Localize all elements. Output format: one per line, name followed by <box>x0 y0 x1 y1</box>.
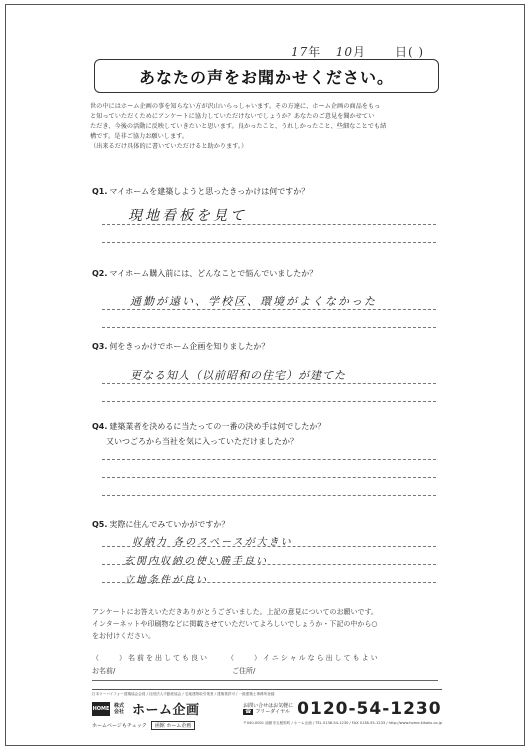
ruled-line <box>102 383 436 384</box>
question-2 <box>92 268 317 279</box>
search-box[interactable]: 函館 ホーム企画 <box>151 721 196 730</box>
company-type: 株式会社 <box>114 702 125 715</box>
answer-lines <box>102 459 436 513</box>
question-text: 何をきっかけでホーム企画を知りましたか？ <box>109 342 270 351</box>
ruled-line <box>102 582 436 583</box>
homepage-row <box>92 721 239 730</box>
address-label: ご住所/ <box>232 667 256 675</box>
question-number: Q3. <box>92 342 108 351</box>
closing-line: をお付けください。 <box>92 632 155 640</box>
contact-block <box>239 699 442 726</box>
name-label: お名前/ <box>92 667 116 675</box>
answer-3[interactable]: 更なる知人（以前昭和の住宅）が建てた <box>130 369 346 382</box>
freedial-icon: ☎ <box>245 709 252 715</box>
company-name: ホーム企画 <box>132 703 200 718</box>
intro-line: と知っていただくためにアンケートに協力していただけないでしょうか？あなたのご意見を聞かせてい <box>90 113 375 120</box>
date-month-handwritten: 10 <box>335 45 354 59</box>
contact-label <box>243 703 293 715</box>
question-text: 実際に住んでみていかがですか？ <box>109 520 230 529</box>
ruled-line <box>102 224 436 225</box>
survey-sheet <box>5 4 525 746</box>
contact-text: お問い合せはお気軽に <box>243 703 294 709</box>
question-text: マイホームを建築しようと思ったきっかけは何ですか？ <box>109 187 310 196</box>
logo-row <box>92 699 239 718</box>
answer-lines <box>102 383 436 419</box>
ruled-line <box>102 564 436 565</box>
publish-options <box>92 653 442 663</box>
question-text: マイホーム購入前には、どんなことで悩んでいましたか？ <box>109 269 318 278</box>
ruled-line <box>102 546 436 547</box>
closing-text <box>92 606 442 642</box>
intro-line: ただき、今後の活動に反映していきたいと思います。良かったこと、うれしかったこと、些細なことでも結 <box>90 123 387 130</box>
answer-lines <box>102 546 436 600</box>
date-month-suffix: 月 <box>353 45 367 59</box>
name-address-row <box>92 666 438 681</box>
answer-2[interactable]: 通勤が遠い、学校区、環境がよくなかった <box>130 295 377 308</box>
question-4 <box>92 421 325 432</box>
question-number: Q5. <box>92 520 108 529</box>
answer-5-line-2[interactable]: 玄関内収納の使い勝手良い <box>124 556 268 567</box>
intro-line: 構です。是非ご協力お願いします。 <box>90 133 189 140</box>
intro-line: （出来るだけ具体的に書いていただけると助かります。） <box>90 143 248 150</box>
closing-line: インターネットや印刷物などに掲載させていただいてよろしいでしょうか・下記の中から○ <box>92 620 378 628</box>
question-3 <box>92 341 269 352</box>
question-1 <box>92 186 309 197</box>
date-year-handwritten: 17 <box>291 45 309 59</box>
option-initial-ok[interactable]: （ ）イニシャルなら出してもよい <box>227 654 380 662</box>
ruled-line <box>102 401 436 402</box>
contact-row <box>243 699 442 719</box>
answer-5-line-1[interactable]: 収納力 各のスペースが大きい <box>132 537 293 548</box>
phone-number[interactable]: 0120-54-1230 <box>297 699 442 719</box>
question-5 <box>92 519 229 530</box>
question-number: Q1. <box>92 187 108 196</box>
address-line: 〒040-0001 函館市五稜郭町 / ホーム企画 / TEL 0138-54-1230 / FAX 0138-55-1233 / http://www.home-kikaku.co.jp <box>243 721 442 725</box>
ruled-line <box>102 477 436 478</box>
closing-line: アンケートにお答えいただきありがとうございました。上記の意見についてのお願いです。 <box>92 608 378 616</box>
answer-1[interactable]: 現地看板を見て <box>128 208 247 224</box>
question-4-sub: 又いつごろから当社を気に入っていただけましたか？ <box>106 437 298 446</box>
question-text: 建築業者を決めるに当たっての一番の決め手は何でしたか？ <box>109 422 326 431</box>
ruled-line <box>102 459 436 460</box>
intro-line: 世の中にはホーム企画の事を知らない方が沢山いらっしゃいます。その方達に、ホーム企画の商品をもっ <box>90 103 381 110</box>
company-logo-icon: HOME <box>92 702 110 716</box>
intro-text <box>90 102 445 152</box>
question-number: Q4. <box>92 422 108 431</box>
date-day-suffix: 日( ) <box>394 45 425 59</box>
answer-lines <box>102 224 436 260</box>
question-number: Q2. <box>92 269 108 278</box>
date-year-suffix: 年 <box>308 45 322 59</box>
answer-5-line-3[interactable]: 立地条件が良い <box>124 575 208 586</box>
ruled-line <box>102 242 436 243</box>
homepage-label: ホームページもチェック <box>92 723 147 729</box>
freedial-label: フリーダイヤル <box>255 709 291 715</box>
company-logo-block <box>92 699 239 730</box>
license-text: 日本ツーバイフォー建築協会会員 / 社団法人不動産協会 / 宅地建物取引業者 / 建築業許可 / 一級建築士事務所登録 <box>92 689 442 697</box>
ruled-line <box>102 327 436 328</box>
answer-lines <box>102 309 436 345</box>
ruled-line <box>102 309 436 310</box>
date-line <box>291 43 424 60</box>
option-name-ok[interactable]: （ ）名前を出しても良い <box>92 654 209 662</box>
ruled-line <box>102 495 436 496</box>
footer <box>92 699 442 735</box>
page-title: あなたの声をお聞かせください。 <box>94 59 439 93</box>
